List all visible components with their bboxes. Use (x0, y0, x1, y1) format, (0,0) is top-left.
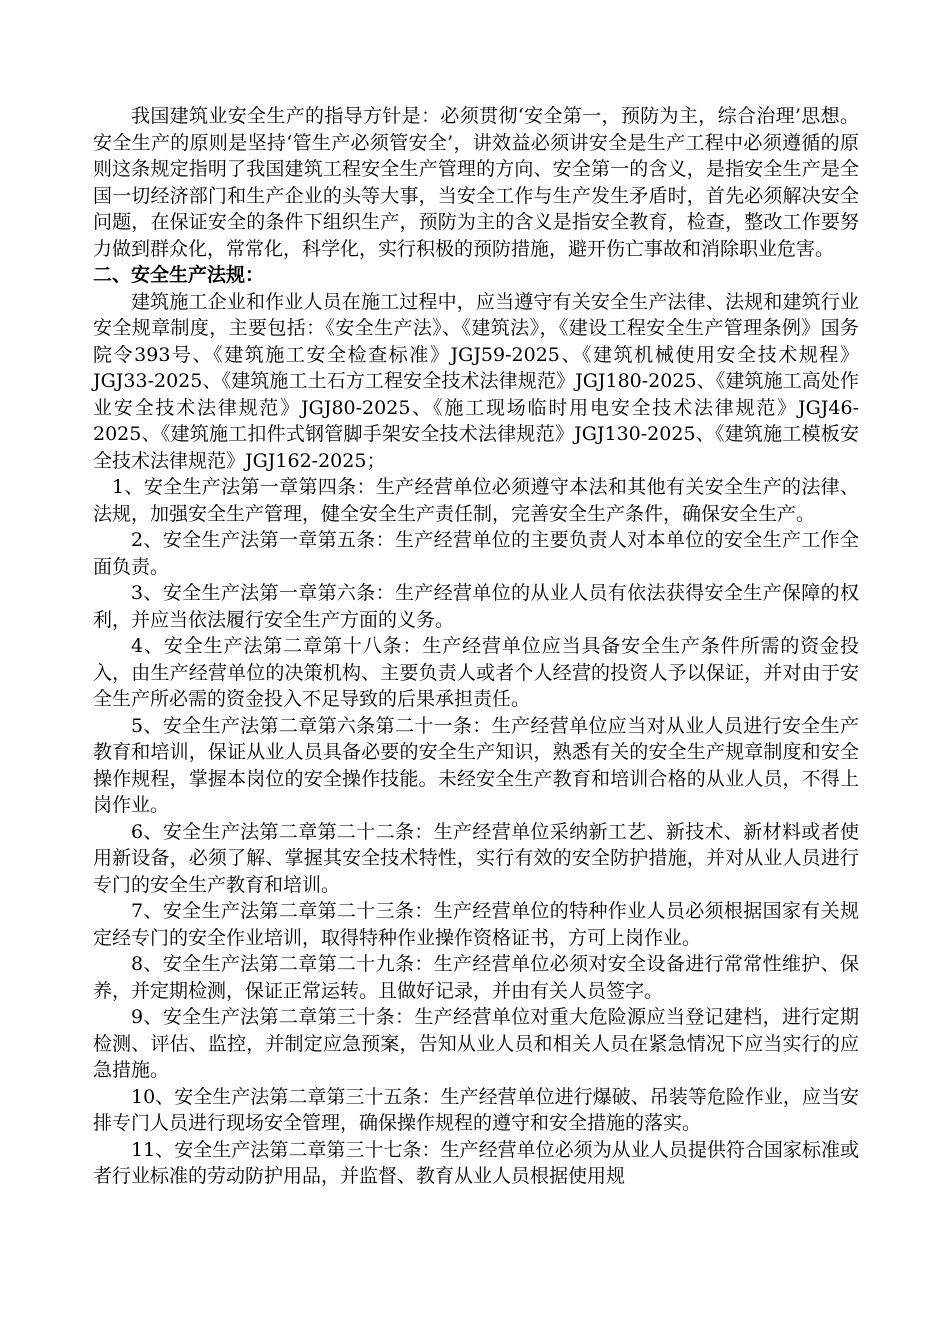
section-heading: 二、安全生产法规： (93, 264, 265, 286)
article-10: 10、安全生产法第二章第三十五条：生产经营单位进行爆破、吊装等危险作业，应当安排专门人员进行现场安全管理，确保操作规程的遵守和安全措施的落实。 (93, 1085, 859, 1134)
article-3: 3、安全生产法第一章第六条：生产经营单位的从业人员有依法获得安全生产保障的权利，并应当依法履行安全生产方面的义务。 (93, 582, 859, 631)
article-1: 1、安全生产法第一章第四条：生产经营单位必须遵守本法和其他有关安全生产的法律、法规，加强安全生产管理，健全安全生产责任制，完善安全生产条件，确保安全生产。 (93, 476, 859, 525)
intro-paragraph: 我国建筑业安全生产的指导方针是：必须贯彻‘安全第一，预防为主，综合治理’思想。安全生产的原则是坚持‘管生产必须管安全’，讲效益必须讲安全是生产工程中必须遵循的原则这条规定指明了我国建筑工程安全生产管理的方向、安全第一的含义，是指安全生产是全国一切经济部门和生产企业的头等大事，当安全工作与生产发生矛盾时，首先必须解决安全问题，在保证安全的条件下组织生产，预防为主的含义是指安全教育，检查，整改工作要努力做到群众化，常常化，科学化，实行积极的预防措施，避开伤亡事故和消除职业危害。 (93, 105, 859, 260)
article-6: 6、安全生产法第二章第二十二条：生产经营单位采纳新工艺、新技术、新材料或者使用新设备，必须了解、掌握其安全技术特性，实行有效的安全防护措施，并对从业人员进行专门的安全生产教育和培训。 (93, 820, 859, 896)
article-8: 8、安全生产法第二章第二十九条：生产经营单位必须对安全设备进行常常性维护、保养，并定期检测，保证正常运转。且做好记录，并由有关人员签字。 (93, 953, 859, 1002)
regulations-paragraph: 建筑施工企业和作业人员在施工过程中，应当遵守有关安全生产法律、法规和建筑行业安全规章制度，主要包括：《安全生产法》、《建筑法》，《建设工程安全生产管理条例》国务院令393号、《建筑施工安全检查标准》JGJ59-2025、《建筑机械使用安全技术规程》JGJ33-2025、《建筑施工土石方工程安全技术法律规范》JGJ180-2025、《建筑施工高处作业安全技术法律规范》JGJ80-2025、《施工现场临时用电安全技术法律规范》JGJ46-2025、《建筑施工扣件式钢管脚手架安全技术法律规范》JGJ130-2025、《建筑施工模板安全技术法律规范》JGJ162-2025； (93, 290, 859, 472)
article-11: 11、安全生产法第二章第三十七条：生产经营单位必须为从业人员提供符合国家标准或者行业标准的劳动防护用品，并监督、教育从业人员根据使用规 (93, 1138, 859, 1187)
document-body (93, 103, 859, 1190)
article-5: 5、安全生产法第二章第六条第二十一条：生产经营单位应当对从业人员进行安全生产教育和培训，保证从业人员具备必要的安全生产知识，熟悉有关的安全生产规章制度和安全操作规程，掌握本岗位的安全操作技能。未经安全生产教育和培训合格的从业人员，不得上岗作业。 (93, 714, 859, 816)
article-4: 4、安全生产法第二章第十八条：生产经营单位应当具备安全生产条件所需的资金投入，由生产经营单位的决策机构、主要负责人或者个人经营的投资人予以保证，并对由于安全生产所必需的资金投入不足导致的后果承担责任。 (93, 635, 859, 710)
article-2: 2、安全生产法第一章第五条：生产经营单位的主要负责人对本单位的安全生产工作全面负责。 (93, 529, 859, 578)
article-7: 7、安全生产法第二章第二十三条：生产经营单位的特种作业人员必须根据国家有关规定经专门的安全作业培训，取得特种作业操作资格证书，方可上岗作业。 (93, 900, 859, 949)
article-9: 9、安全生产法第二章第三十条：生产经营单位对重大危险源应当登记建档，进行定期检测、评估、监控，并制定应急预案，告知从业人员和相关人员在紧急情况下应当实行的应急措施。 (93, 1006, 859, 1081)
